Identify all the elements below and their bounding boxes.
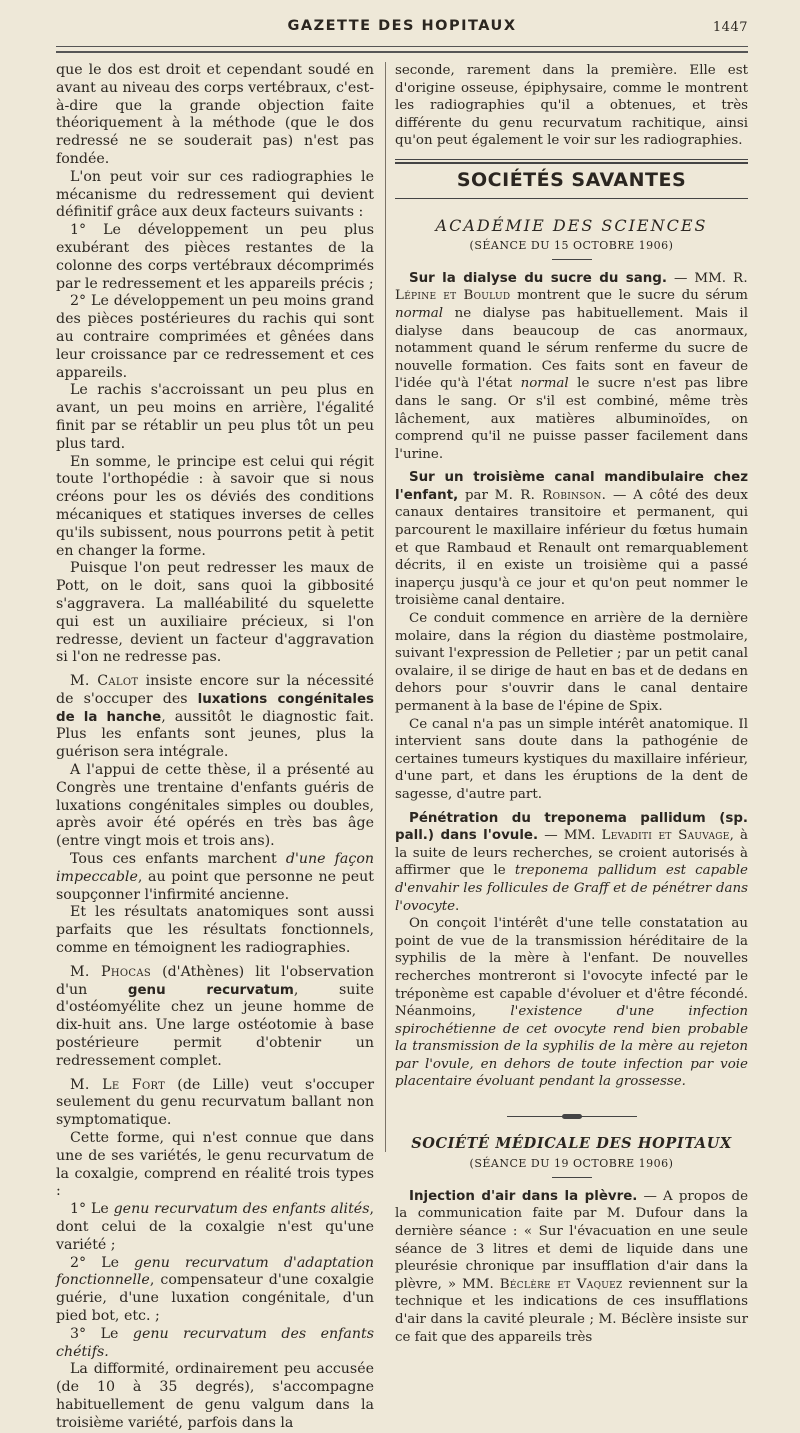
column-divider xyxy=(385,62,386,1152)
page-header xyxy=(56,18,748,40)
paragraph: seconde, rarement dans la première. Elle est d'origine osseuse, épiphysaire, comme le montrent les radiographies qu'il a obtenues, et très différente du genu recurvatum rachitique, ainsi qu'on peut également le voir sur les radiographies. xyxy=(395,63,748,149)
paragraph: Et les résultats anatomiques sont aussi parfaits que les résultats fonctionnels, comme en témoignent les radiographies. xyxy=(56,904,374,957)
section-rule xyxy=(395,198,748,199)
left-column xyxy=(56,62,374,1433)
paragraph: M. Phocas (d'Athènes) lit l'observation d'un genu recurvatum, suite d'ostéomyélite chez un jeune homme de dix-huit ans. Une large ostéotomie à base postérieure permit d'obtenir un redressement complet. xyxy=(56,963,374,1069)
paragraph: M. Calot insiste encore sur la nécessité de s'occuper des luxations congénitales de la hanche, aussitôt le diagnostic fait. Plus les enfants sont jeunes, plus la guérison sera intégrale. xyxy=(56,673,374,761)
short-rule xyxy=(552,259,592,260)
paragraph: Ce canal n'a pas un simple intérêt anatomique. Il intervient sans doute dans la pathogénie de certaines tumeurs kystiques du maxillaire inférieur, d'une part, et dans les éruptions de la dent de sagesse, d'autre part. xyxy=(395,716,748,802)
header-rule-thick xyxy=(56,51,748,53)
paragraph: Le rachis s'accroissant un peu plus en avant, un peu moins en arrière, l'égalité finit par se rétablir un peu plus tôt un peu plus tard. xyxy=(56,382,374,452)
section-rule xyxy=(395,159,748,164)
paragraph: 2° Le développement un peu moins grand des pièces postérieures du rachis qui sont au contraire comprimées et gênées dans leur croissance par ce redressement et ces appareils. xyxy=(56,293,374,381)
paragraph: 1° Le genu recurvatum des enfants alités, dont celui de la coxalgie n'est qu'une variété ; xyxy=(56,1201,374,1253)
page-number: 1447 xyxy=(712,20,748,35)
paragraph: Ce conduit commence en arrière de la dernière molaire, dans la région du diastème postmolaire, suivant l'expression de Pelletier ; par un petit canal ovalaire, il se dirige de haut en bas et de dedans en dehors pour s'ouvrir dans le canal dentaire permanent à la base de l'épine de Spix. xyxy=(395,611,748,714)
paragraph: Sur la dialyse du sucre du sang. — MM. R. Lépine et Boulud montrent que le sucre du sérum normal ne dialyse pas habituellement. Mais il dialyse dans beaucoup de cas anormaux, notamment quand le sérum renferme du sucre de nouvelle formation. Ces faits sont en faveur de l'idée qu'à l'état normal le sucre n'est pas libre dans le sang. Or s'il est combiné, même très lâchement, aux matières albuminoïdes, on comprend qu'il ne puisse passer facilement dans l'urine. xyxy=(395,270,749,462)
session-date: (SÉANCE DU 19 OCTOBRE 1906) xyxy=(469,1157,674,1171)
paragraph: Injection d'air dans la plèvre. — A propos de la communication faite par M. Dufour dans la dernière séance : « Sur l'évacuation en une seule séance de 3 litres et demi de liquide dans une pleurésie chronique par insufflation d'air dans la plèvre, » MM. Béclère et Vaquez reviennent sur la technique et les indications de ces insufflations d'air dans la cavité pleurale ; M. Béclère insiste sur ce fait que des appareils très xyxy=(395,1188,749,1345)
paragraph: L'on peut voir sur ces radiographies le mécanisme du redressement qui devient définitif grâce aux deux facteurs suivants : xyxy=(56,168,374,221)
short-rule xyxy=(552,1177,592,1178)
paragraph: En somme, le principe est celui qui régit toute l'orthopédie : à savoir que si nous créons pour les os déviés des conditions mécaniques et statiques inverses de celles qu'ils subissent, nous pourrons petit à petit en changer la forme. xyxy=(56,453,374,559)
paragraph: M. Le Fort (de Lille) veut s'occuper seulement du genu recurvatum ballant non symptomatique. xyxy=(56,1076,375,1129)
paragraph: A l'appui de cette thèse, il a présenté au Congrès une trentaine d'enfants guéris de luxations congénitales simples ou doubles, après avoir été opérés en très bas âge (entre vingt mois et trois ans). xyxy=(56,762,374,850)
paragraph: Tous ces enfants marchent d'une façon impeccable, au point que personne ne peut soupçonner l'infirmité ancienne. xyxy=(56,851,375,903)
paragraph: La difformité, ordinairement peu accusée (de 10 à 35 degrés), s'accompagne habituellement de genu valgum dans la troisième variété, parfois dans la xyxy=(56,1361,374,1431)
paragraph: On conçoit l'intérêt d'une telle constatation au point de vue de la transmission héréditaire de la syphilis de la mère à l'enfant. De nouvelles recherches montreront si l'ovocyte infecté par le tréponème est capable d'évoluer et d'être fécondé. Néanmoins, l'existence d'une infection spirochétienne de cet ovocyte rend bien probable la transmission de la syphilis de la mère au rejeton par l'ovule, en dehors de toute infection par voie placentaire évoluant pendant la grossesse. xyxy=(395,916,748,1090)
paragraph: 2° Le genu recurvatum d'adaptation fonctionnelle, compensateur d'une coxalgie guérie, d'une luxation congénitale, d'un pied bot, etc. ; xyxy=(56,1254,374,1324)
session-date: (SÉANCE DU 15 OCTOBRE 1906) xyxy=(469,239,674,253)
paragraph: Sur un troisième canal mandibulaire chez l'enfant, par M. R. Robinson. — A côté des deux canaux dentaires transitoire et permanent, qui parcourent le maxillaire inférieur du fœtus humain et que Rambaud et Renault ont remarquablement décrits, il en existe un troisième qui a passé inaperçu jusqu'à ce jour et qu'on peut nommer le troisième canal dentaire. xyxy=(395,470,748,609)
fleuron-divider xyxy=(395,1105,748,1123)
paragraph: 3° Le genu recurvatum des enfants chétifs. xyxy=(56,1325,374,1360)
paragraph: que le dos est droit et cependant soudé en avant au niveau des corps vertébraux, c'est-à-dire que la grande objection faite théoriquement à la méthode (que le dos redressé ne se souderait pas) n'est pas fondée. xyxy=(56,62,374,167)
section-title: SOCIÉTÉS SAVANTES xyxy=(456,168,687,191)
society-title: SOCIÉTÉ MÉDICALE DES HOPITAUX xyxy=(411,1134,732,1152)
header-rule xyxy=(56,46,748,47)
paragraph: 1° Le développement un peu plus exubérant des pièces restantes de la colonne des corps vertébraux décomprimés par le redressement et les appareils précis ; xyxy=(56,222,374,292)
paragraph: Pénétration du treponema pallidum (sp. pall.) dans l'ovule. — MM. Levaditi et Sauvage, à la suite de leurs recherches, se croient autorisés à affirmer que le treponema pallidum est capable d'envahir les follicules de Graff et de pénétrer dans l'ovocyte. xyxy=(395,810,749,914)
paragraph: Cette forme, qui n'est connue que dans une de ses variétés, le genu recurvatum de la coxalgie, comprend en réalité trois types : xyxy=(56,1130,374,1200)
journal-title: GAZETTE DES HOPITAUX xyxy=(287,18,517,34)
society-title: ACADÉMIE DES SCIENCES xyxy=(435,215,708,235)
right-column xyxy=(395,62,748,1346)
paragraph: Puisque l'on peut redresser les maux de Pott, on le doit, sans quoi la gibbosité s'aggravera. La malléabilité du squelette qui est un auxiliaire précieux, si l'on redresse, devient un facteur d'aggravation si l'on ne redresse pas. xyxy=(56,560,374,666)
